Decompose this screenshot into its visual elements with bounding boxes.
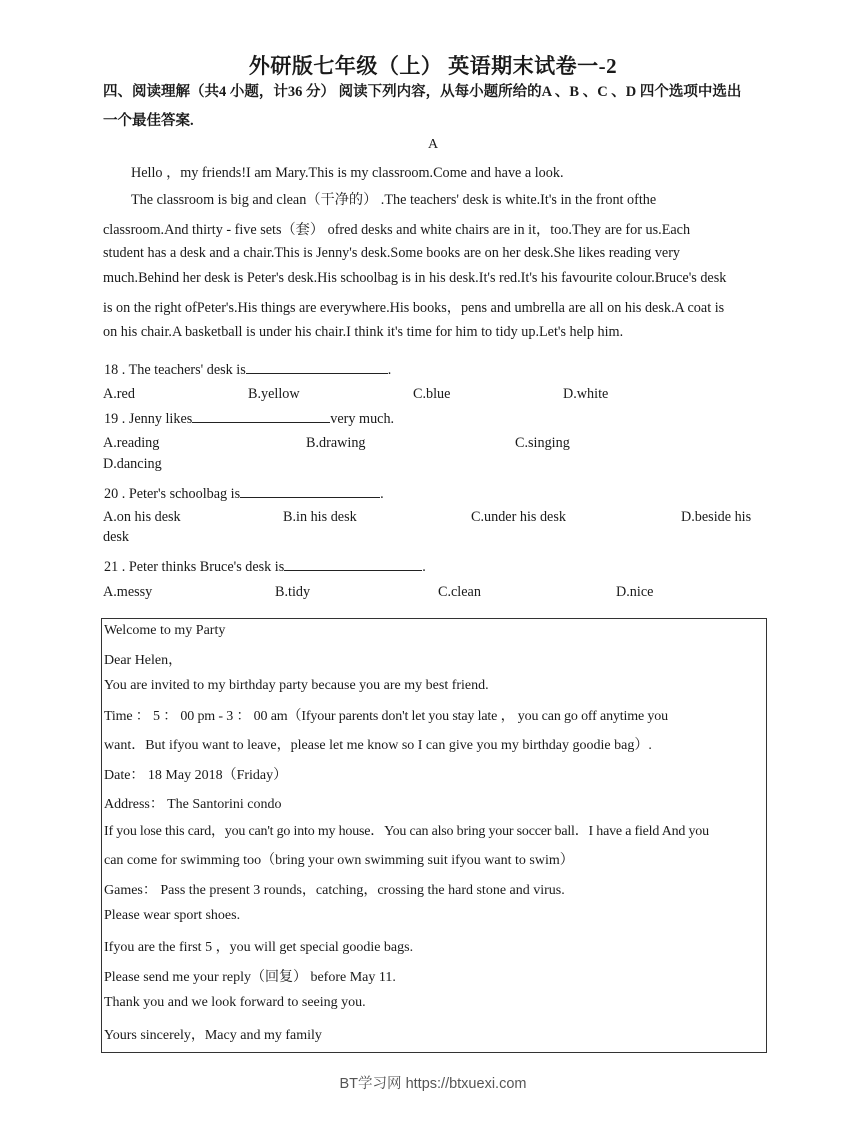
answer-blank[interactable] xyxy=(284,556,422,571)
passage-line: student has a desk and a chair.This is Jenny's desk.Some books are on her desk.She likes reading very xyxy=(103,245,681,261)
option: A.on his desk xyxy=(103,509,181,525)
invitation-line: You are invited to my birthday party because you are my best friend. xyxy=(104,678,489,693)
invitation-line: can come for swimming too（bring your own swimming suit ifyou want to swim） xyxy=(104,853,574,868)
option: A.reading xyxy=(103,435,160,451)
option: B.in his desk xyxy=(283,509,357,525)
option-continued: desk xyxy=(103,529,130,545)
option: D.dancing xyxy=(103,456,162,472)
question-21 xyxy=(104,556,426,576)
question-stem: 18 . The teachers' desk is xyxy=(104,362,246,378)
question-end: . xyxy=(422,559,426,575)
question-end: . xyxy=(387,362,392,378)
passage-label: A xyxy=(427,137,439,152)
question-18 xyxy=(104,359,391,379)
option: D.nice xyxy=(616,584,654,600)
invitation-line: Address： The Santorini condo xyxy=(104,797,282,812)
invitation-line: Ifyou are the first 5 ，you will get special goodie bags. xyxy=(104,940,414,955)
question-19 xyxy=(104,408,394,428)
invitation-line: Please send me your reply（回复） before May 11. xyxy=(104,970,396,985)
option: D.white xyxy=(563,386,609,402)
question-stem: 20 . Peter's schoolbag is xyxy=(104,486,241,502)
answer-blank[interactable] xyxy=(246,359,388,374)
question-end: very much. xyxy=(330,411,395,427)
option: B.yellow xyxy=(248,386,300,402)
passage-line: is on the right ofPeter's.His things are everywhere.His books，pens and umbrella are all on his desk.A coat is xyxy=(103,300,725,316)
page-title: 外研版七年级（上） 英语期末试卷一-2 xyxy=(248,54,618,78)
passage-line: much.Behind her desk is Peter's desk.His schoolbag is in his desk.It's red.It's his favourite colour.Bruce's desk xyxy=(103,270,727,286)
question-stem: 21 . Peter thinks Bruce's desk is xyxy=(104,559,285,575)
footer-watermark[interactable]: BT学习网 https://btxuexi.com xyxy=(339,1076,527,1092)
invitation-line: Welcome to my Party xyxy=(104,623,226,638)
question-20 xyxy=(104,483,384,503)
answer-blank[interactable] xyxy=(240,483,380,498)
question-stem: 19 . Jenny likes xyxy=(104,411,193,427)
option: C.under his desk xyxy=(471,509,566,525)
invitation-line: want．But ifyou want to leave，please let me know so I can give you my birthday goodie bag）. xyxy=(104,738,652,753)
option: D.beside his xyxy=(681,509,752,525)
question-end: . xyxy=(380,486,384,502)
invitation-line: Games： Pass the present 3 rounds，catching，crossing the hard stone and virus. xyxy=(104,883,565,898)
option: C.blue xyxy=(413,386,451,402)
passage-line: classroom.And thirty - five sets（套） ofred desks and white chairs are in it，too.They are for us.Each xyxy=(103,222,691,238)
answer-blank[interactable] xyxy=(192,408,330,423)
passage-line: The classroom is big and clean（干净的） .The teachers' desk is white.It's in the front ofthe xyxy=(131,192,657,208)
option: B.drawing xyxy=(306,435,366,451)
section-header-line1: 四、阅读理解（共4 小题，计36 分） 阅读下列内容，从每小题所给的A 、B 、C 、D 四个选项中选出 xyxy=(103,84,742,100)
invitation-line: Yours sincerely，Macy and my family xyxy=(104,1028,322,1043)
section-header-line2: 一个最佳答案. xyxy=(103,113,194,129)
option: A.messy xyxy=(103,584,153,600)
option: B.tidy xyxy=(275,584,311,600)
invitation-line: Please wear sport shoes. xyxy=(104,908,241,923)
invitation-line: Thank you and we look forward to seeing you. xyxy=(104,995,366,1010)
passage-line: on his chair.A basketball is under his chair.I think it's time for him to tidy up.Let's help him. xyxy=(103,324,624,340)
invitation-line: Date： 18 May 2018（Friday） xyxy=(104,768,288,783)
option: C.clean xyxy=(438,584,481,600)
option: A.red xyxy=(103,386,135,402)
passage-line: Hello ，my friends!I am Mary.This is my classroom.Come and have a look. xyxy=(131,165,564,181)
option: C.singing xyxy=(515,435,570,451)
invitation-line: Dear Helen， xyxy=(104,653,183,668)
invitation-line: If you lose this card，you can't go into my house．You can also bring your soccer ball．I have a field And you xyxy=(104,824,709,839)
invitation-line: Time ： 5 ： 00 pm - 3 ： 00 am（Ifyour parents don't let you stay late ， you can go off anytime you xyxy=(104,709,668,724)
